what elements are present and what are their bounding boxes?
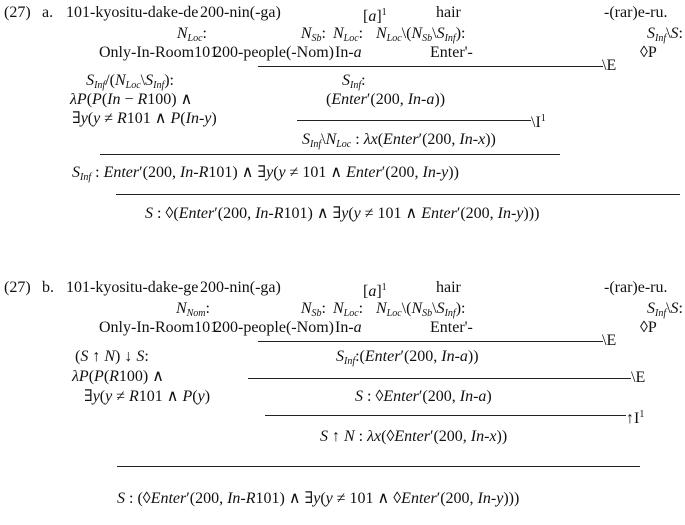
inference-rule	[258, 66, 603, 67]
inference-rule	[297, 120, 531, 121]
gloss: Enter'-	[430, 319, 473, 336]
derivation-step: $S_{Inf}$ : Enter′(200, In-R101) ∧ ∃y(y ≠ 101 ∧ Enter′(200, In-y))	[72, 164, 459, 183]
example-letter: b.	[42, 279, 54, 296]
gloss: In-a	[335, 319, 362, 336]
derivation-step: S ↑ N : λx(◊Enter′(200, In-x))	[320, 428, 508, 445]
derivation-step: (Enter′(200, In-a))	[326, 91, 446, 108]
derivation-step: S : ◊Enter′(200, In-a)	[355, 388, 492, 405]
category: $N_{Loc}$:	[333, 300, 364, 319]
word: hair	[436, 4, 461, 21]
quantifier-semantics: ∃y(y ≠ R101 ∧ P(In-y)	[72, 110, 217, 127]
word: -(rar)e-ru.	[604, 279, 668, 296]
inference-rule	[248, 378, 631, 379]
inference-rule	[117, 466, 640, 467]
quantifier-semantics: λP(P(In − R100) ∧	[70, 91, 193, 108]
category: $N_{Nom}$:	[175, 300, 210, 319]
derivation-step: $S_{Inf}\backslash N_{Loc}$ : λx(Enter′(200, In-x))	[302, 131, 496, 150]
rule-label: $↑I^1$	[626, 409, 645, 427]
derivation-result: S : ◊(Enter′(200, In-R101) ∧ ∃y(y ≠ 101 ∧ Enter′(200, In-y)))	[145, 205, 540, 222]
quantifier-semantics: λP(P(R100) ∧	[72, 368, 164, 385]
derivation-step: $S_{Inf}:(Enter'(200$, In-a))	[336, 348, 479, 367]
derivation-step: $S_{Inf}$:	[342, 72, 366, 91]
category: $S_{Inf}\backslash S$:	[646, 25, 683, 44]
quantifier-category: (S ↑ N) ↓ S:	[75, 348, 149, 365]
quantifier-category: $S_{Inf}/(N_{Loc}\backslash S_{Inf})$:	[86, 72, 174, 91]
word: 101-kyositu-dake-de	[66, 4, 199, 21]
category: $N_{Sb}$:	[300, 300, 326, 319]
gloss: 200-people(-Nom)	[214, 319, 334, 336]
rule-label: \E	[602, 57, 617, 74]
category: $S_{Inf}\backslash S$:	[646, 300, 683, 319]
inference-rule	[258, 341, 603, 342]
gloss: 200-people(-Nom)	[214, 44, 334, 61]
example-letter: a.	[42, 4, 54, 21]
word: 101-kyositu-dake-ge	[66, 279, 199, 296]
category: $N_{Loc}$:	[333, 25, 364, 44]
gloss: ◊P	[640, 319, 657, 336]
gloss: Only-In-Room101	[99, 319, 219, 336]
derivation-result: S : (◊Enter′(200, In-R101) ∧ ∃y(y ≠ 101 ∧ ◊Enter′(200, In-y)))	[117, 490, 520, 507]
word: 200-nin(-ga)	[200, 279, 281, 296]
gloss: Only-In-Room101	[99, 44, 219, 61]
word: $[a]^1$	[363, 7, 387, 25]
rule-label: \E	[602, 332, 617, 349]
gloss: ◊P	[640, 44, 657, 61]
inference-rule	[100, 154, 560, 155]
gloss: In-a	[335, 44, 362, 61]
inference-rule	[265, 415, 626, 416]
word: -(rar)e-ru.	[604, 4, 668, 21]
category: $N_{Sb}$:	[300, 25, 326, 44]
rule-label: \E	[631, 369, 646, 386]
word: $[a]^1$	[363, 282, 387, 300]
quantifier-semantics: ∃y(y ≠ R101 ∧ P(y)	[84, 388, 211, 405]
rule-label: $\backslash I^1$	[531, 113, 546, 131]
inference-rule	[116, 194, 680, 195]
word: hair	[436, 279, 461, 296]
gloss: Enter'-	[430, 44, 473, 61]
category: $N_{Loc}\backslash(N_{Sb}\backslash S_{Inf})$:	[376, 300, 466, 319]
category: $N_{Loc}\backslash(N_{Sb}\backslash S_{Inf})$:	[376, 25, 466, 44]
category: $N_{Loc}$:	[176, 25, 207, 44]
word: 200-nin(-ga)	[200, 4, 281, 21]
example-number: (27)	[4, 279, 31, 296]
example-number: (27)	[4, 4, 31, 21]
